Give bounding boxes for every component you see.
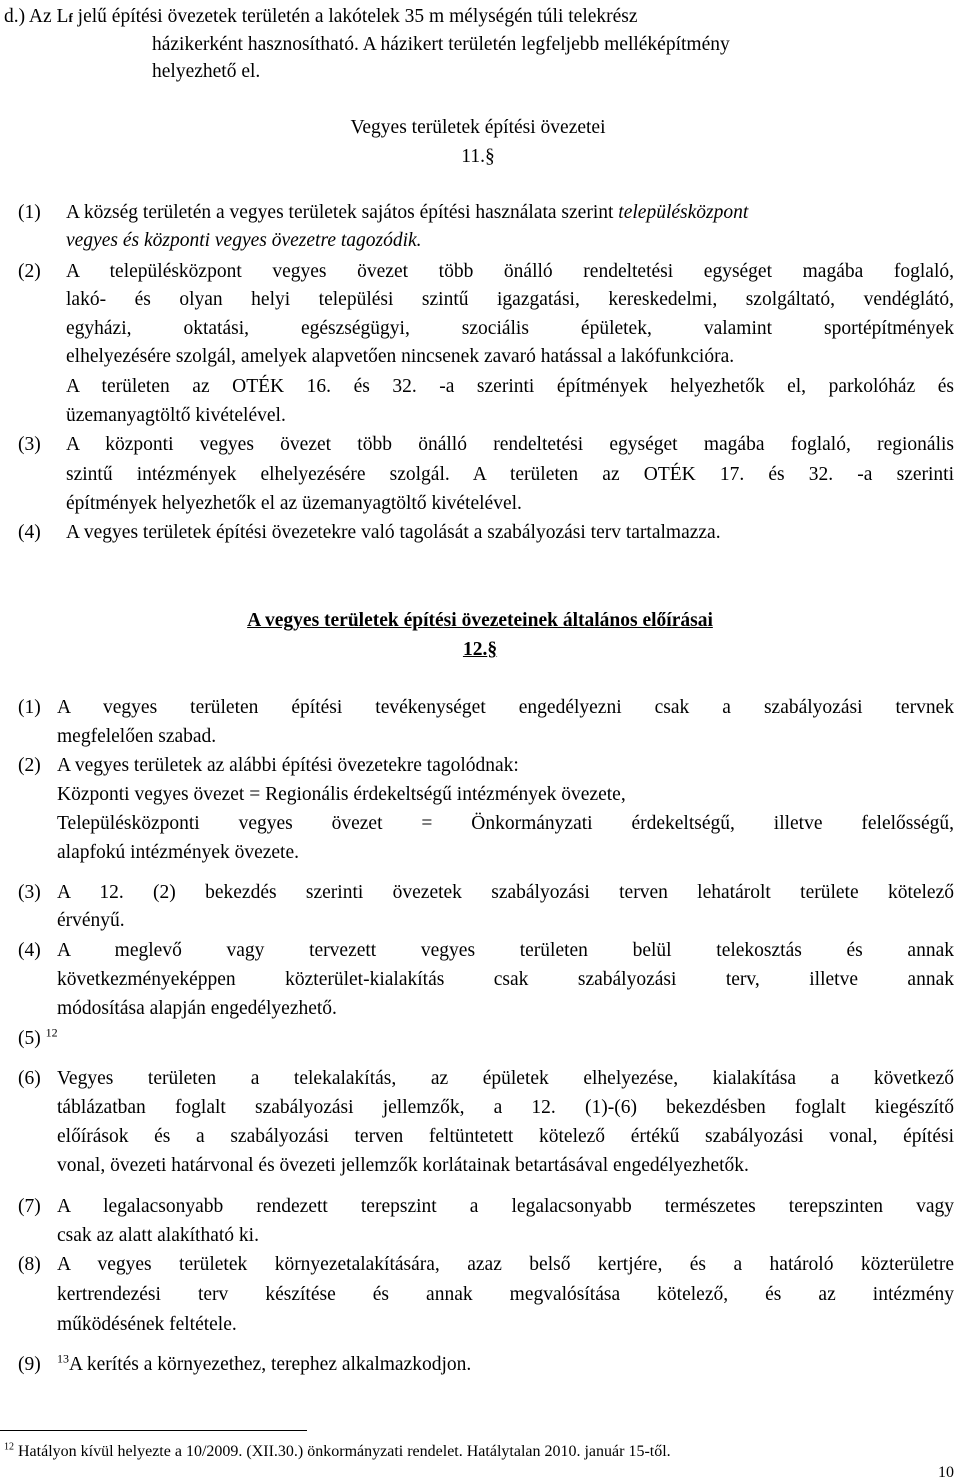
- s11-p3-line: szintű intézmények elhelyezésére szolgál. A területen az OTÉK 17. és 32. -a szerinti: [66, 464, 954, 485]
- s12-p1-num: (1): [18, 697, 41, 718]
- s12-p9-line: $^{13}$A kerítés a környezethez, terephez alkalmazkodjon.: [57, 1351, 472, 1375]
- footnote-ref[interactable]: 13: [57, 1351, 69, 1366]
- s12-p6-num: (6): [18, 1068, 41, 1089]
- s11-p4-num: (4): [18, 522, 41, 543]
- s12-p4-line: következményeképpen közterület-kialakítás csak szabályozási terv, illetve annak: [57, 969, 954, 990]
- s12-p1-line: megfelelően szabad.: [57, 726, 217, 747]
- s11-p2-line: elhelyezésére szolgál, amelyek alapvetően nincsenek zavaró hatással a lakófunkcióra.: [66, 346, 735, 367]
- s11-p2-line: egyházi, oktatási, egészségügyi, szociális épületek, valamint sportépítmények: [66, 318, 954, 339]
- s11-p2-num: (2): [18, 261, 41, 282]
- section-sign-icon: §: [484, 146, 495, 167]
- s12-p6-line: táblázatban foglalt szabályozási jellemzők, a 12. (1)-(6) bekezdésben foglalt kiegészítő: [57, 1097, 954, 1118]
- footnote: $^{12}$ Hatályon kívül helyezte a 10/2009. (XII.30.) önkormányzati rendelet. Hatálytalan 2010. január 15-től.: [4, 1441, 671, 1460]
- s11-p2-line: A településközpont vegyes övezet több önálló rendeltetési egységet magába foglaló,: [66, 261, 954, 282]
- s11-p3-line: építmények helyezhetők el az üzemanyagtöltő kivételével.: [66, 493, 522, 514]
- s12-p1-line: A vegyes területen építési tevékenységet engedélyezni csak a szabályozási tervnek: [57, 697, 954, 718]
- s11-p2-line: lakó- és olyan helyi települési szintű igazgatási, kereskedelmi, szolgáltató, vendéglátó,: [66, 289, 954, 310]
- section-11-title: Vegyes területek építési övezetei: [350, 117, 606, 138]
- s12-p8-line: kertrendezési terv készítése és annak megvalósítása kötelező, és az intézmény: [57, 1284, 954, 1305]
- s12-p2-num: (2): [18, 755, 41, 776]
- s12-p7-line: csak az alatt alakítható ki.: [57, 1225, 259, 1246]
- section-sign-icon: §: [487, 639, 498, 660]
- s11-p3-num: (3): [18, 434, 41, 455]
- s12-p2-line: Központi vegyes övezet = Regionális érdekeltségű intézmények övezete,: [57, 784, 626, 805]
- s12-p4-line: módosítása alapján engedélyezhető.: [57, 998, 337, 1019]
- s11-p2-line: A területen az OTÉK 16. és 32. -a szerinti építmények helyezhetők el, parkolóház és: [66, 376, 954, 397]
- s12-p5-num: (5) $^{12}$: [18, 1025, 58, 1049]
- s11-p2-line: üzemanyagtöltő kivételével.: [66, 405, 286, 426]
- s12-p7-num: (7): [18, 1196, 41, 1217]
- s12-p6-line: Vegyes területen a telekalakítás, az épületek elhelyezése, kialakítása a következő: [57, 1068, 954, 1089]
- s12-p6-line: vonal, övezeti határvonal és övezeti jellemzők korlátainak betartásával engedélyezhetők.: [57, 1155, 749, 1176]
- d-item-line-1: d.) Az Lf jelű építési övezetek területén a lakótelek 35 m mélységén túli telekrész: [4, 6, 638, 27]
- s12-p8-line: A vegyes területek környezetalakítására, azaz belső kertjére, és a határoló közterületre: [57, 1254, 954, 1275]
- s12-p3-line: A 12. (2) bekezdés szerinti övezetek szabályozási terven lehatárolt területe kötelező: [57, 882, 954, 903]
- section-11-number: 11.§: [461, 146, 495, 167]
- s12-p3-line: érvényű.: [57, 910, 125, 931]
- s12-p4-line: A meglevő vagy tervezett vegyes területen belül telekosztás és annak: [57, 940, 954, 961]
- s12-p2-line: Településközponti vegyes övezet = Önkormányzati érdekeltségű, illetve felelősségű,: [57, 813, 954, 834]
- s12-p2-line: A vegyes területek az alábbi építési övezetekre tagolódnak:: [57, 755, 519, 776]
- s12-p6-line: előírások és a szabályozási terven feltüntetett kötelező értékű szabályozási vonal, építési: [57, 1126, 954, 1147]
- s12-p9-num: (9): [18, 1354, 41, 1375]
- s12-p4-num: (4): [18, 940, 41, 961]
- section-12-title: A vegyes területek építési övezeteinek általános előírásai: [247, 610, 713, 631]
- d-item-line-2: házikerként hasznosítható. A házikert területén legfeljebb melléképítmény: [152, 34, 730, 55]
- s12-p7-line: A legalacsonyabb rendezett terepszint a legalacsonyabb természetes terepszinten vagy: [57, 1196, 954, 1217]
- footnote-ref[interactable]: 12: [45, 1025, 58, 1040]
- s11-p1-num: (1): [18, 202, 41, 223]
- s12-p8-num: (8): [18, 1254, 41, 1275]
- s11-p1-line-1: A község területén a vegyes területek sajátos építési használata szerint településközpont: [66, 202, 749, 223]
- footnote-divider: [0, 1430, 307, 1431]
- s11-p1-line-2: vegyes és központi vegyes övezetre tagozódik.: [66, 230, 422, 251]
- s12-p3-num: (3): [18, 882, 41, 903]
- s12-p8-line: működésének feltétele.: [57, 1314, 237, 1335]
- s12-p2-line: alapfokú intézmények övezete.: [57, 842, 300, 863]
- section-12-number: 12.§: [462, 639, 498, 660]
- s11-p3-line: A központi vegyes övezet több önálló rendeltetési egységet magába foglaló, regionális: [66, 434, 954, 455]
- s11-p4-line: A vegyes területek építési övezetekre való tagolását a szabályozási terv tartalmazza.: [66, 522, 721, 543]
- page-number: 10: [938, 1464, 954, 1481]
- d-item-line-3: helyezhető el.: [152, 61, 261, 82]
